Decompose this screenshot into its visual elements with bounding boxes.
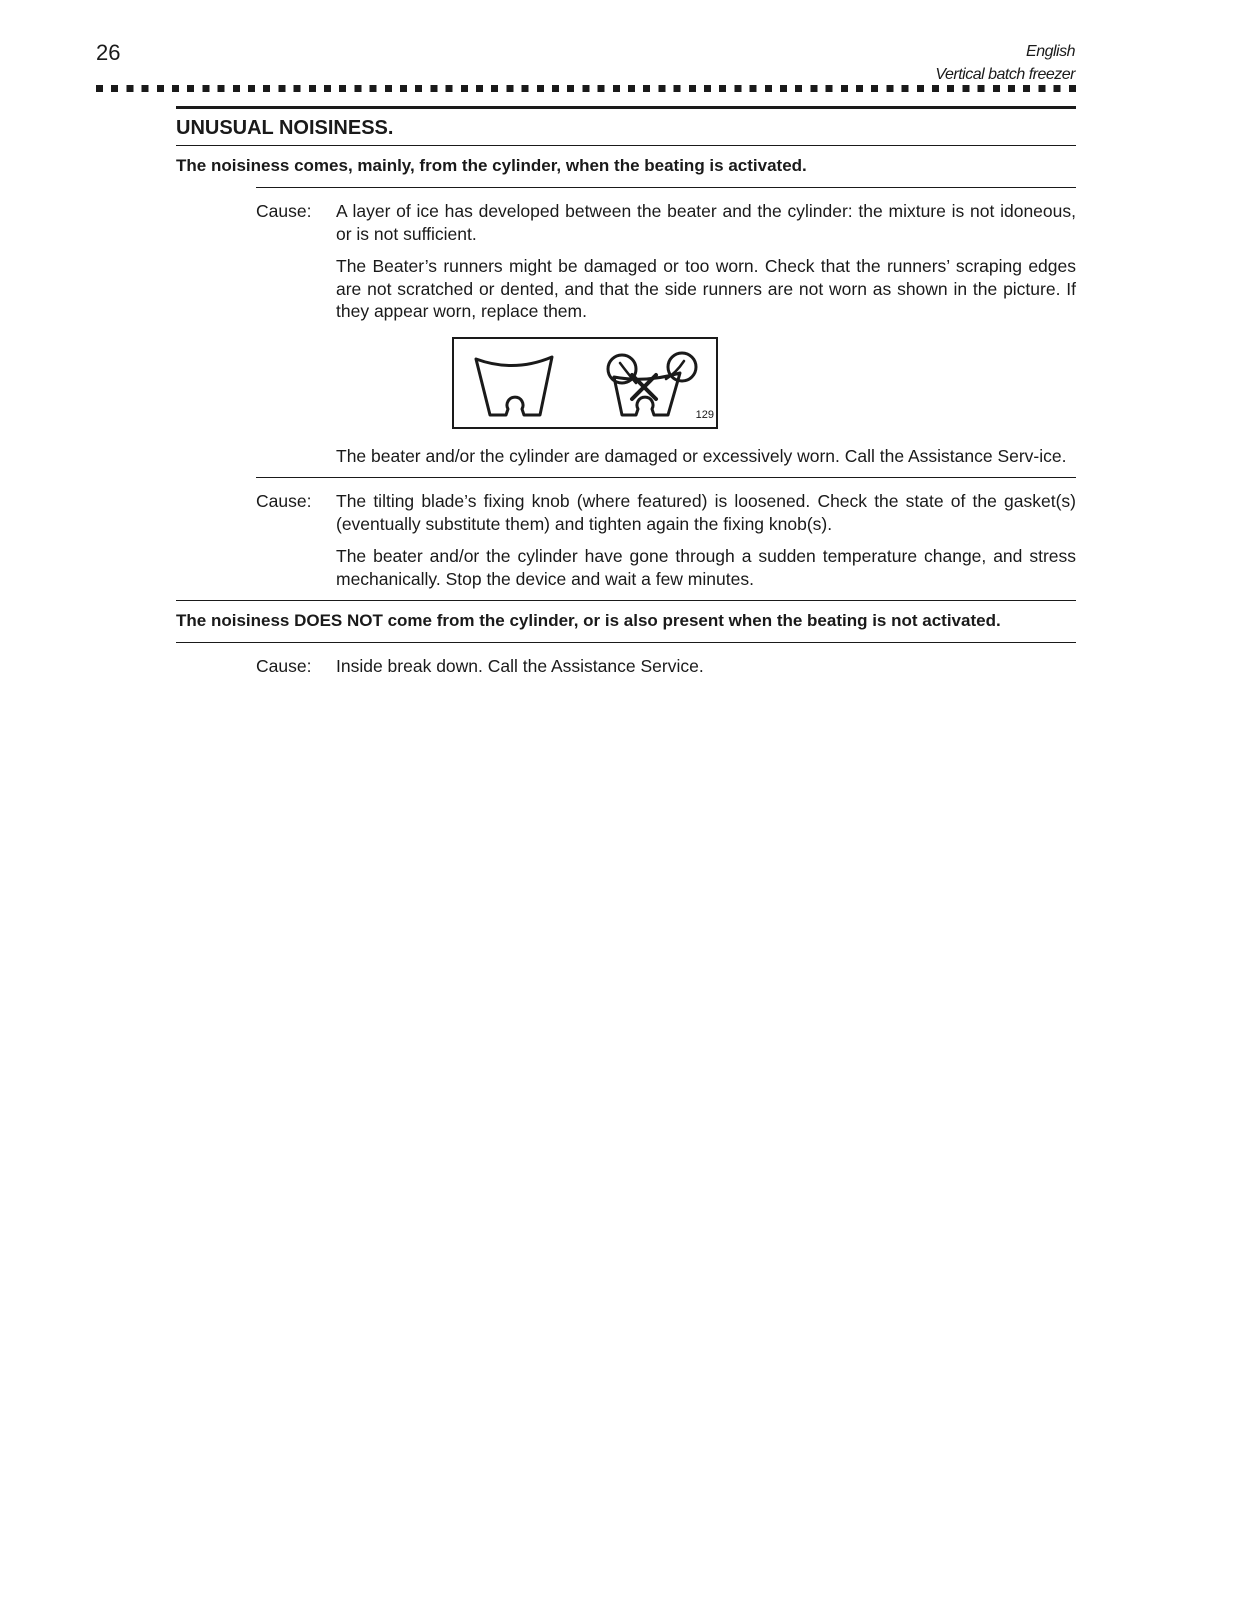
cause-paragraph: The tilting blade’s fixing knob (where featured) is loosened. Check the state of the gasket(s) (eventually substitute them) and tighten again the fixing knob(s).	[336, 491, 1076, 534]
case1-heading: The noisiness comes, mainly, from the cylinder, when the beating is activated.	[176, 156, 807, 175]
runner-wear-figure	[452, 337, 718, 429]
cause-label: Cause:	[256, 656, 312, 676]
figure-id: 129	[695, 409, 714, 421]
case1-cause2	[256, 478, 1076, 600]
cause-paragraph: The beater and/or the cylinder have gone through a sudden temperature change, and stress mechanically. Stop the device and wait a few minutes.	[336, 546, 1076, 589]
cause-paragraph: The beater and/or the cylinder are damaged or excessively worn. Call the Assistance Serv-ice.	[336, 445, 1067, 466]
section-unusual-noisiness	[176, 106, 1076, 688]
cause-paragraph: The Beater’s runners might be damaged or too worn. Check that the runners’ scraping edges are not scratched or dented, and that the side runners are not worn as shown in the picture. If they appear worn, replace them.	[336, 256, 1076, 321]
rule	[176, 145, 1076, 146]
dashed-divider	[96, 85, 1076, 92]
cause-paragraph: A layer of ice has developed between the beater and the cylinder: the mixture is not idoneous, or is not sufficient.	[336, 201, 1076, 244]
case2-heading: The noisiness DOES NOT come from the cylinder, or is also present when the beating is not activated.	[176, 611, 1001, 630]
cause-paragraph: Inside break down. Call the Assistance Service.	[336, 656, 704, 676]
page-number: 26	[96, 40, 121, 65]
rule	[176, 600, 1076, 601]
cause-label: Cause:	[256, 201, 312, 221]
case2-cause1	[256, 643, 1076, 688]
header-language: English	[1026, 43, 1075, 60]
header-product: Vertical batch freezer	[935, 66, 1075, 83]
section-top-rule	[176, 106, 1076, 109]
runner-wear-illustration	[454, 339, 716, 427]
cause-label: Cause:	[256, 491, 312, 511]
case1-cause1	[256, 188, 1076, 477]
section-title: UNUSUAL NOISINESS.	[176, 117, 394, 139]
running-header	[935, 40, 1075, 86]
